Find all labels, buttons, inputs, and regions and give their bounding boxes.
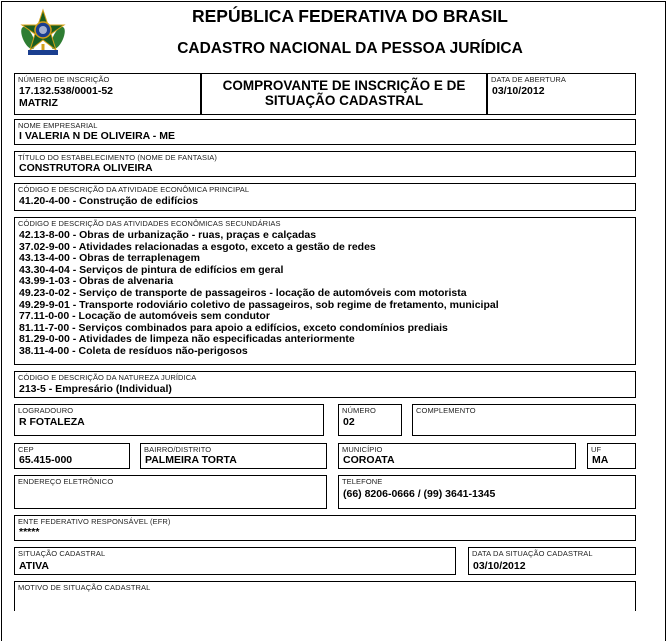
list-item: 81.11-7-00 - Serviços combinados para apoio a edifícios, exceto condomínios prediais xyxy=(19,321,448,334)
natureza-label: CÓDIGO E DESCRIÇÃO DA NATUREZA JURÍDICA xyxy=(18,373,197,382)
municipio-box xyxy=(338,443,576,469)
atividades-secundarias-list xyxy=(19,230,499,358)
telefone-value: (66) 8206-0666 / (99) 3641-1345 xyxy=(343,488,496,500)
atividade-principal-label: CÓDIGO E DESCRIÇÃO DA ATIVIDADE ECONÔMICA PRINCIPAL xyxy=(18,185,250,194)
motivo-box xyxy=(14,581,636,611)
atividade-principal-box xyxy=(14,183,636,211)
municipio-value: COROATA xyxy=(343,454,395,466)
numero-label: NÚMERO xyxy=(342,406,376,415)
abertura-box xyxy=(487,73,636,115)
telefone-box xyxy=(338,475,636,509)
nome-empresarial-label: NOME EMPRESARIAL xyxy=(18,121,98,130)
efr-label: ENTE FEDERATIVO RESPONSÁVEL (EFR) xyxy=(18,517,171,526)
list-item: 77.11-0-00 - Locação de automóveis sem condutor xyxy=(19,310,270,323)
fantasia-label: TÍTULO DO ESTABELECIMENTO (NOME DE FANTASIA) xyxy=(18,153,218,162)
numero-value: 02 xyxy=(343,416,355,428)
data-situacao-box xyxy=(468,547,636,575)
bairro-label: BAIRRO/DISTRITO xyxy=(144,445,212,454)
complemento-label: COMPLEMENTO xyxy=(416,406,476,415)
logradouro-value: R FOTALEZA xyxy=(19,416,85,428)
data-situacao-value: 03/10/2012 xyxy=(473,560,526,572)
atividades-secundarias-label: CÓDIGO E DESCRIÇÃO DAS ATIVIDADES ECONÔMICAS SECUNDÁRIAS xyxy=(18,219,281,228)
municipio-label: MUNICÍPIO xyxy=(342,445,383,454)
page-subtitle: CADASTRO NACIONAL DA PESSOA JURÍDICA xyxy=(177,40,523,57)
logradouro-box xyxy=(14,404,324,436)
list-item: 37.02-9-00 - Atividades relacionadas a esgoto, exceto a gestão de redes xyxy=(19,240,376,253)
inscricao-value: 17.132.538/0001-52 xyxy=(19,85,114,97)
list-item: 49.29-9-01 - Transporte rodoviário coletivo de passageiros, sob regime de fretamento, municipal xyxy=(19,298,499,311)
list-item: 43.30-4-04 - Serviços de pintura de edifícios em geral xyxy=(19,263,284,276)
natureza-value: 213-5 - Empresário (Individual) xyxy=(19,383,172,395)
uf-value: MA xyxy=(592,454,609,466)
list-item: 38.11-4-00 - Coleta de resíduos não-perigosos xyxy=(19,344,248,357)
efr-box xyxy=(14,515,636,541)
atividade-principal-value: 41.20-4-00 - Construção de edifícios xyxy=(19,195,199,207)
inscricao-label: NÚMERO DE INSCRIÇÃO xyxy=(18,75,110,84)
nome-empresarial-value: I VALERIA N DE OLIVEIRA - ME xyxy=(19,130,175,142)
bairro-value: PALMEIRA TORTA xyxy=(145,454,237,466)
email-label: ENDEREÇO ELETRÔNICO xyxy=(18,477,114,486)
page-title: REPÚBLICA FEDERATIVA DO BRASIL xyxy=(192,6,508,26)
email-box xyxy=(14,475,327,509)
efr-value: ***** xyxy=(19,526,40,538)
list-item: 49.23-0-02 - Serviço de transporte de passageiros - locação de automóveis com motorista xyxy=(19,286,467,299)
inscricao-tipo: MATRIZ xyxy=(19,97,58,109)
cep-label: CEP xyxy=(18,445,34,454)
doc-title-line2: SITUAÇÃO CADASTRAL xyxy=(264,93,424,108)
doc-title-line1: COMPROVANTE DE INSCRIÇÃO E DE xyxy=(222,78,466,93)
data-situacao-label: DATA DA SITUAÇÃO CADASTRAL xyxy=(472,549,593,558)
numero-box xyxy=(338,404,402,436)
abertura-label: DATA DE ABERTURA xyxy=(491,75,566,84)
inscricao-box xyxy=(14,73,201,115)
motivo-label: MOTIVO DE SITUAÇÃO CADASTRAL xyxy=(18,583,151,592)
atividades-secundarias-box xyxy=(14,217,636,365)
natureza-box xyxy=(14,371,636,398)
nome-empresarial-box xyxy=(14,119,636,145)
logradouro-label: LOGRADOURO xyxy=(18,406,74,415)
cep-box xyxy=(14,443,130,469)
fantasia-box xyxy=(14,151,636,177)
situacao-value: ATIVA xyxy=(19,560,49,572)
uf-box xyxy=(587,443,636,469)
doc-title xyxy=(202,78,486,108)
telefone-label: TELEFONE xyxy=(342,477,383,486)
coat-of-arms-icon xyxy=(18,8,68,58)
doc-title-box xyxy=(201,73,487,115)
fantasia-value: CONSTRUTORA OLIVEIRA xyxy=(19,162,153,174)
list-item: 43.13-4-00 - Obras de terraplenagem xyxy=(19,252,200,265)
uf-label: UF xyxy=(591,445,602,454)
abertura-value: 03/10/2012 xyxy=(492,85,545,97)
situacao-label: SITUAÇÃO CADASTRAL xyxy=(18,549,106,558)
cep-value: 65.415-000 xyxy=(19,454,73,466)
bairro-box xyxy=(140,443,327,469)
situacao-box xyxy=(14,547,456,575)
list-item: 81.29-0-00 - Atividades de limpeza não especificadas anteriormente xyxy=(19,333,355,346)
complemento-box xyxy=(412,404,636,436)
list-item: 43.99-1-03 - Obras de alvenaria xyxy=(19,275,174,288)
list-item: 42.13-8-00 - Obras de urbanização - ruas, praças e calçadas xyxy=(19,229,317,241)
